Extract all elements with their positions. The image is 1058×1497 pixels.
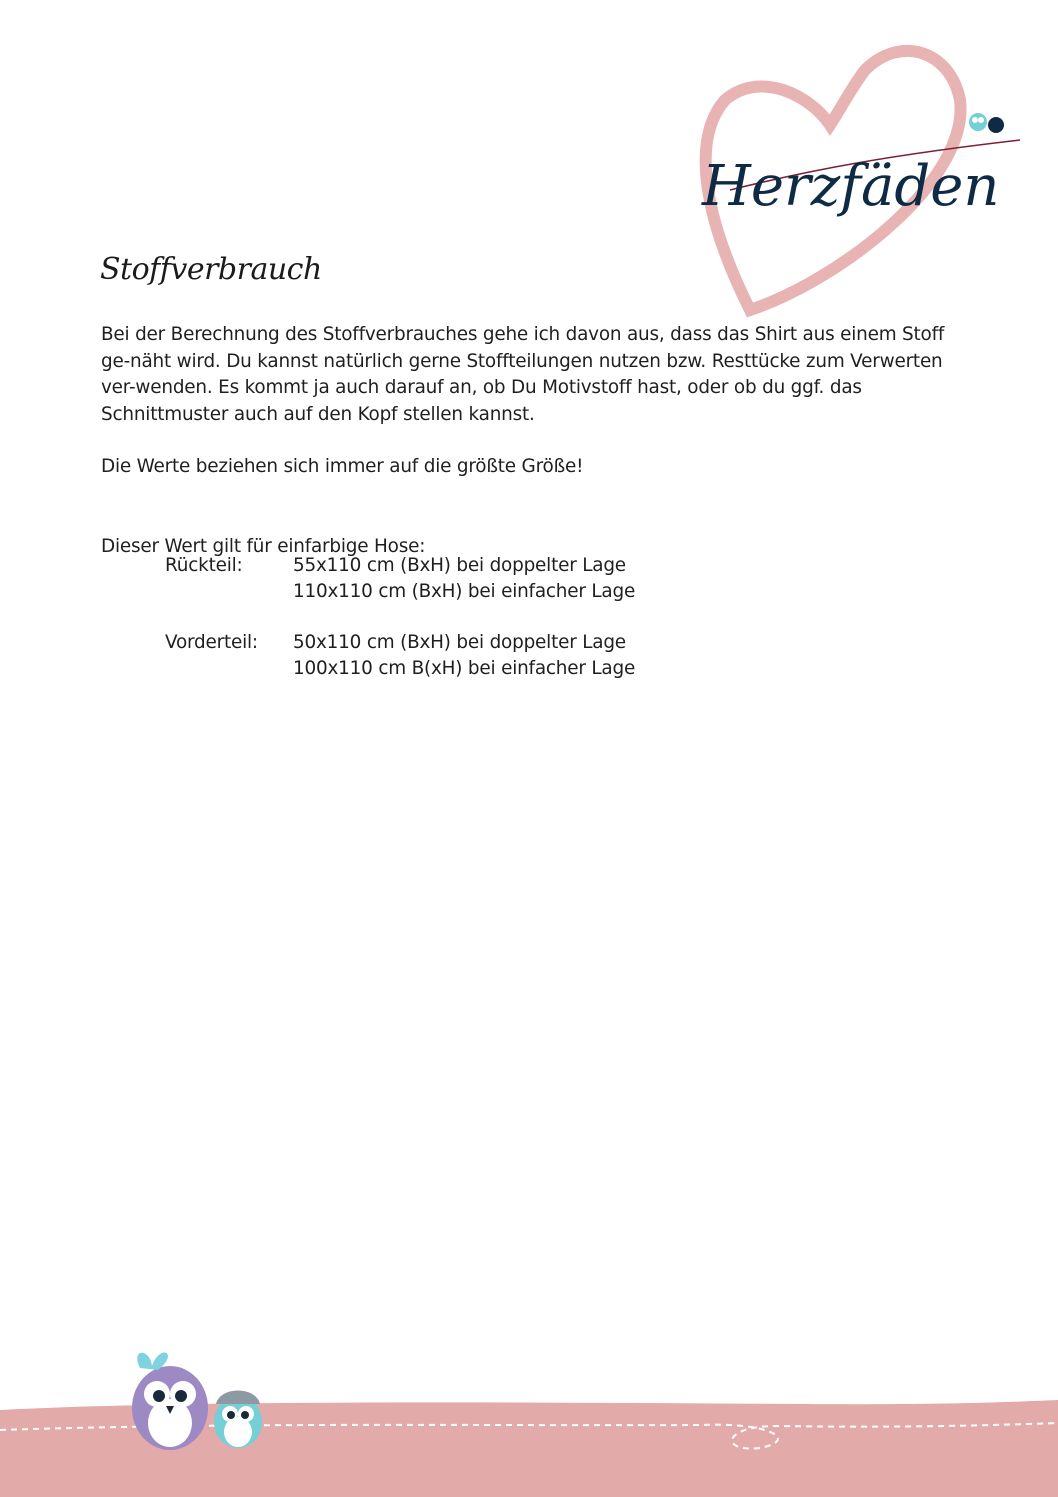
small-owls-icon — [969, 113, 1004, 133]
table-intro: Dieser Wert gilt für einfarbige Hose: — [101, 535, 426, 557]
rueckteil-label: Rückteil: — [165, 555, 243, 576]
rueckteil-value-2: 110x110 cm (BxH) bei einfacher Lage — [293, 581, 636, 602]
teal-owl-icon — [214, 1391, 262, 1449]
herzfaeden-logo — [690, 30, 1040, 330]
vorderteil-label: Vorderteil: — [165, 632, 258, 653]
vorderteil-value-2: 100x110 cm B(xH) bei einfacher Lage — [293, 658, 636, 679]
purple-owl-icon — [132, 1353, 208, 1450]
page-title: Stoffverbrauch — [100, 252, 322, 287]
footer-band — [0, 1330, 1058, 1497]
cap-icon — [216, 1391, 260, 1405]
rueckteil-value-1: 55x110 cm (BxH) bei doppelter Lage — [293, 555, 626, 576]
logo-text: Herzfäden — [702, 154, 1000, 219]
vorderteil-value-1: 50x110 cm (BxH) bei doppelter Lage — [293, 632, 626, 653]
note-paragraph: Die Werte beziehen sich immer auf die größte Größe! — [101, 456, 584, 477]
intro-paragraph: Bei der Berechnung des Stoffverbrauches gehe ich davon aus, dass das Shirt aus einem Stoff ge-näht wird. Du kannst natürlich gerne Stoffteilungen nutzen bzw. Resttücke zum Verwerten ver-wenden. Es kommt ja auch darauf an, ob Du Motivstoff hast, oder ob du ggf. das Schnittmuster auch auf den Kopf stellen kannst. — [101, 324, 945, 425]
body-text — [101, 322, 951, 560]
